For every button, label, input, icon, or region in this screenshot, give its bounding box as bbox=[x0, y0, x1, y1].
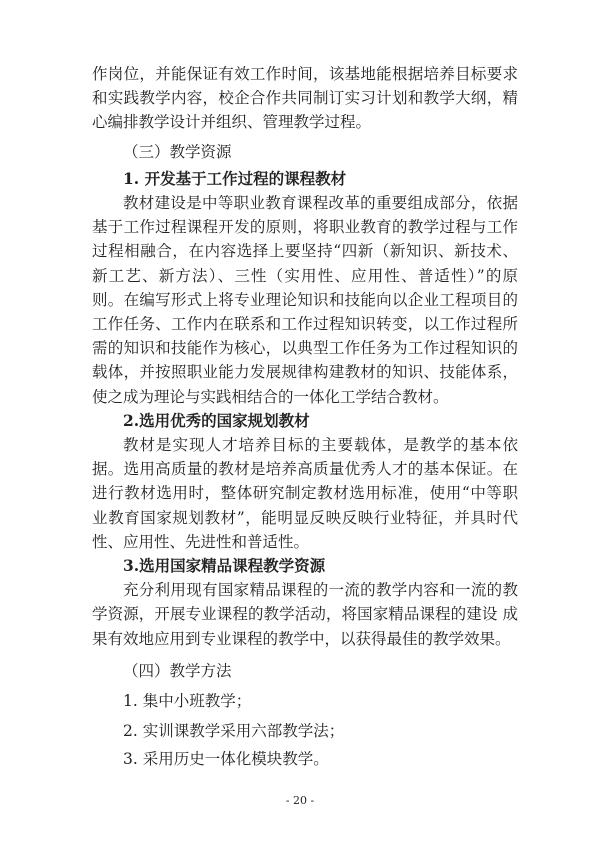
method-item-3: 3. 采用历史一体化模块教学。 bbox=[123, 750, 329, 769]
subsection-heading-2: 2.选用优秀的国家规划教材 bbox=[123, 410, 310, 430]
document-page bbox=[92, 62, 518, 776]
intro-paragraph: 作岗位，并能保证有效工作时间，该基地能根据培养目标要求和实践教学内容，校企合作共同制订实习计划和教学大纲，精心编排教学设计并组织、管理教学过程。 bbox=[92, 65, 518, 132]
method-item-2: 2. 实训课教学采用六部教学法； bbox=[123, 722, 345, 741]
subsection-heading-3: 3.选用国家精品课程教学资源 bbox=[123, 556, 326, 576]
subsection-body-1: 教材建设是中等职业教育课程改革的重要组成部分，依据基于工作过程课程开发的原则，将职业教育的教学过程与工作过程相融合，在内容选择上要坚持“四新（新知识、新技术、新工艺、新方法）、三性（实用性、应用性、普适性）”的原则。在编写形式上将专业理论知识和技能向以企业工程项目的工作任务、工作内在联系和工作过程知识转变，以工作过程所需的知识和技能作为核心，以典型工作任务为工作过程知识的载体，并按照职业能力发展规律构建教材的知识、技能体系，使之成为理论与实践相结合的一体化工学结合教材。 bbox=[92, 194, 518, 406]
subsection-heading-1: 1. 开发基于工作过程的课程教材 bbox=[123, 168, 347, 188]
subsection-body-3: 充分利用现有国家精品课程的一流的教学内容和一流的教学资源，开展专业课程的教学活动，将国家精品课程的建设 成果有效地应用到专业课程的教学中，以获得最佳的教学效果。 bbox=[92, 581, 518, 648]
method-item-1: 1. 集中小班教学； bbox=[123, 692, 252, 711]
section-heading-teaching-resources: （三）教学资源 bbox=[123, 142, 232, 161]
subsection-body-2: 教材是实现人才培养目标的主要载体，是教学的基本依据。选用高质量的教材是培养高质量优秀人才的基本保证。在进行教材选用时，整体研究制定教材选用标准，使用“中等职业教育国家规划教材”，能明显反映反映行业特征，并具时代性、应用性、先进性和普适性。 bbox=[92, 436, 518, 551]
page-number: - 20 - bbox=[285, 794, 315, 807]
section-heading-teaching-methods: （四）教学方法 bbox=[123, 661, 232, 680]
